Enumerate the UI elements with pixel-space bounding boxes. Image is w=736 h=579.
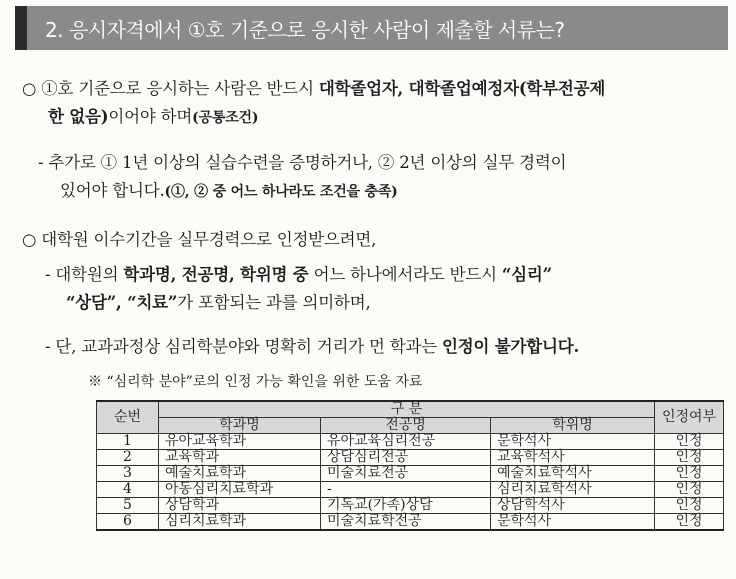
cell-no: 6 xyxy=(97,514,159,531)
cell-dept: 심리치료학과 xyxy=(159,514,321,531)
cell-approval: 인정 xyxy=(655,498,724,514)
cell-dept: 상담학과 xyxy=(159,498,321,514)
paragraph-3 xyxy=(22,229,376,251)
department-table xyxy=(96,400,724,531)
cell-dept: 아동심리치료학과 xyxy=(159,482,321,498)
paragraph-4-line-1 xyxy=(45,264,552,286)
cell-degree: 문학석사 xyxy=(491,514,655,531)
paragraph-text: 가 포함되는 과를 의미하며, xyxy=(177,293,371,312)
table-row xyxy=(97,482,724,498)
header-degree: 학위명 xyxy=(491,418,655,434)
paragraph-text: 어느 하나에서라도 반드시 xyxy=(308,265,502,284)
paragraph-text: ①호 기준으로 응시하는 사람은 반드시 xyxy=(41,79,319,98)
paragraph-text: - 대학원의 xyxy=(45,265,124,284)
paragraph-text: 대학원 이수기간을 실무경력으로 인정받으려면, xyxy=(41,230,377,249)
table-row xyxy=(97,450,724,466)
cell-degree: 문학석사 xyxy=(491,434,655,450)
header-major: 전공명 xyxy=(321,418,491,434)
paragraph-2-line-1 xyxy=(38,152,566,174)
header-no: 순번 xyxy=(97,401,159,434)
paragraph-text: 있어야 합니다. xyxy=(60,181,165,200)
paragraph-text: - 추가로 ① 1년 이상의 실습수련을 증명하거나, ② 2년 이상의 실무 경력이 xyxy=(38,153,567,172)
cell-no: 3 xyxy=(97,466,159,482)
cell-approval: 인정 xyxy=(655,434,724,450)
table-row xyxy=(97,466,724,482)
cell-major: 상담심리전공 xyxy=(321,450,491,466)
cell-no: 5 xyxy=(97,498,159,514)
header-approval: 인정여부 xyxy=(655,401,724,434)
cell-no: 2 xyxy=(97,450,159,466)
paragraph-emphasis: “상담”, “치료” xyxy=(66,293,178,312)
paragraph-emphasis: “심리” xyxy=(501,265,552,284)
table-row xyxy=(97,498,724,514)
cell-degree: 상담학석사 xyxy=(491,498,655,514)
cell-degree: 교육학석사 xyxy=(491,450,655,466)
paragraph-emphasis: 대학졸업자, 대학졸업예정자(학부전공제 xyxy=(318,79,606,98)
cell-approval: 인정 xyxy=(655,482,724,498)
paragraph-text: - 단, 교과과정상 심리학분야와 명확히 거리가 먼 학과는 xyxy=(45,337,443,356)
cell-approval: 인정 xyxy=(655,466,724,482)
paragraph-1-line-2 xyxy=(48,106,258,129)
paragraph-emphasis: 학과명, 전공명, 학위명 중 xyxy=(123,265,309,284)
section-title: 2. 응시자격에서 ①호 기준으로 응시한 사람이 제출할 서류는? xyxy=(45,18,565,42)
cell-degree: 심리치료학석사 xyxy=(491,482,655,498)
paragraph-note: (공통조건) xyxy=(192,110,259,126)
cell-no: 1 xyxy=(97,434,159,450)
paragraph-4-line-2 xyxy=(66,292,371,314)
paragraph-2-line-2 xyxy=(60,180,398,203)
paragraph-emphasis: 인정이 불가합니다. xyxy=(442,337,580,356)
table-row xyxy=(97,434,724,450)
cell-major: - xyxy=(321,482,491,498)
cell-no: 4 xyxy=(97,482,159,498)
cell-approval: 인정 xyxy=(655,450,724,466)
reference-note: ※ “심리학 분야”로의 인정 가능 확인을 위한 도움 자료 xyxy=(88,374,423,390)
paragraph-text: 이어야 하며 xyxy=(108,107,193,126)
cell-major: 미술치료전공 xyxy=(321,466,491,482)
header-dept: 학과명 xyxy=(159,418,321,434)
cell-approval: 인정 xyxy=(655,514,724,531)
paragraph-note: (①, ② 중 어느 하나라도 조건을 충족) xyxy=(164,184,398,200)
paragraph-5 xyxy=(45,336,579,358)
cell-dept: 예술치료학과 xyxy=(159,466,321,482)
cell-dept: 교육학과 xyxy=(159,450,321,466)
cell-major: 유아교육심리전공 xyxy=(321,434,491,450)
cell-major: 미술치료학전공 xyxy=(321,514,491,531)
cell-degree: 예술치료학석사 xyxy=(491,466,655,482)
paragraph-emphasis: 한 없음) xyxy=(48,107,109,126)
cell-dept: 유아교육학과 xyxy=(159,434,321,450)
cell-major: 기독교(가족)상담 xyxy=(321,498,491,514)
section-banner xyxy=(15,6,728,50)
paragraph-1-line-1 xyxy=(22,78,605,100)
header-group: 구 분 xyxy=(159,401,655,418)
bullet: ○ xyxy=(22,230,37,249)
table-row xyxy=(97,514,724,531)
bullet: ○ xyxy=(22,79,37,98)
